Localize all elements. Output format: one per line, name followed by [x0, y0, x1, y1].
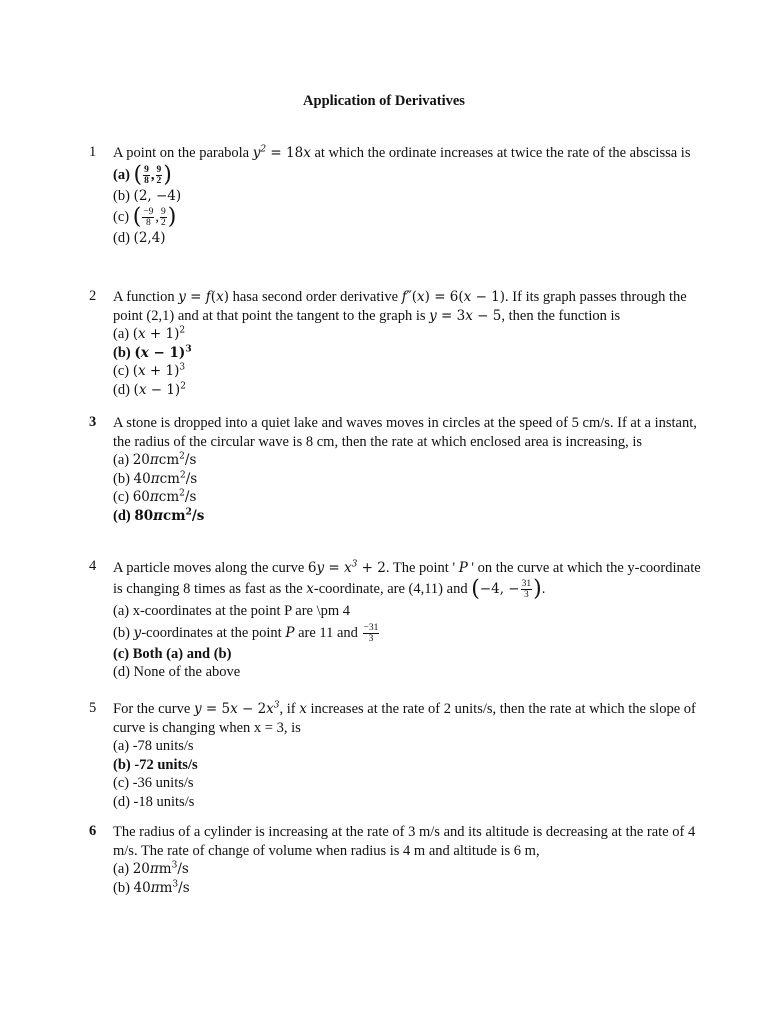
question-4: [89, 558, 709, 682]
question-1: [89, 144, 709, 248]
question-stem: The radius of a cylinder is increasing at the rate of 3 m/s and its altitude is decreasing at the rate of 4 m/s. The rate of change of volume when radius is 4 m and altitude is 6 m,: [113, 824, 696, 859]
question-number: 6: [89, 823, 97, 839]
option-c: (c) ( $\frac{-9}{8}$ , $\frac{9}{2}$ ): [113, 204, 177, 230]
question-stem: For the curve $y = 5x - 2x^3$, if x increases at the rate of 2 units/s, then the rate at which the slope of curve is changing when x = 3, is: [113, 700, 696, 736]
option-b: (b) $40\pi m^3/s$: [113, 879, 190, 896]
option-b: (b) y-coordinates at the point P are 11 and $\frac{-31}{3}$: [113, 622, 379, 644]
question-6: [89, 823, 709, 897]
option-a: (a) 20πcm$^2$/s: [113, 451, 197, 468]
question-number: 2: [89, 288, 97, 304]
option-d: (d) (2,4): [113, 230, 166, 246]
question-stem: A function y = f(x) hasa second order derivative f″(x) = 6(x − 1). If its graph passes through the point (2,1) and at that point the tangent to the graph is y = 3x − 5, then the function is: [113, 289, 687, 324]
question-number: 1: [89, 144, 97, 160]
option-b: (b) -72 units/s: [113, 756, 198, 773]
option-c: (c) $(x + 1)^3$: [113, 362, 186, 379]
option-d: (d) $(x - 1)^2$: [113, 381, 186, 398]
option-c: (c) Both (a) and (b): [113, 645, 232, 662]
option-a: (a) ( $\frac{9}{8}$ , $\frac{9}{2}$ ): [113, 162, 172, 188]
question-stem: A particle moves along the curve $6y = x^3 + 2$. The point ' P ' on the curve at which the y-coordinate is changing 8 times as fast as the x-coordinate, are (4,11) and (−4, − $\frac{31}{3}$ ).: [113, 559, 701, 602]
page-title: Application of Derivatives: [303, 93, 465, 109]
question-3: [89, 414, 709, 525]
question-stem: A stone is dropped into a quiet lake and waves moves in circles at the speed of 5 cm/s. If at a instant, the radius of the circular wave is 8 cm, then the rate at which enclosed area is increasing, is: [113, 415, 697, 450]
question-2: [89, 288, 709, 399]
option-a: (a) -78 units/s: [113, 738, 194, 754]
question-stem: A point on the parabola $y^2 = 18x$ at which the ordinate increases at twice the rate of the abscissa is: [113, 144, 691, 161]
option-b: (b) (2, −4): [113, 187, 182, 204]
option-b: (b) $(x - 1)^3$: [113, 344, 192, 361]
option-c: (c) 60πcm$^2$/s: [113, 488, 197, 505]
question-number: 3: [89, 414, 97, 430]
option-a: (a) x-coordinates at the point P are \pm 4: [113, 603, 351, 620]
option-d: (d) None of the above: [113, 664, 241, 681]
option-c: (c) -36 units/s: [113, 775, 194, 791]
option-a: (a) $20\pi m^3/s$: [113, 860, 189, 877]
question-5: [89, 700, 709, 811]
option-d: (d) 80πcm$^2$/s: [113, 507, 205, 524]
question-number: 5: [89, 700, 97, 716]
option-d: (d) -18 units/s: [113, 793, 195, 810]
math-expression: $y^2 = 18x$: [252, 144, 311, 161]
option-a: (a) $(x + 1)^2$: [113, 325, 186, 342]
question-number: 4: [89, 558, 97, 574]
option-b: (b) 40πcm$^2$/s: [113, 470, 198, 487]
